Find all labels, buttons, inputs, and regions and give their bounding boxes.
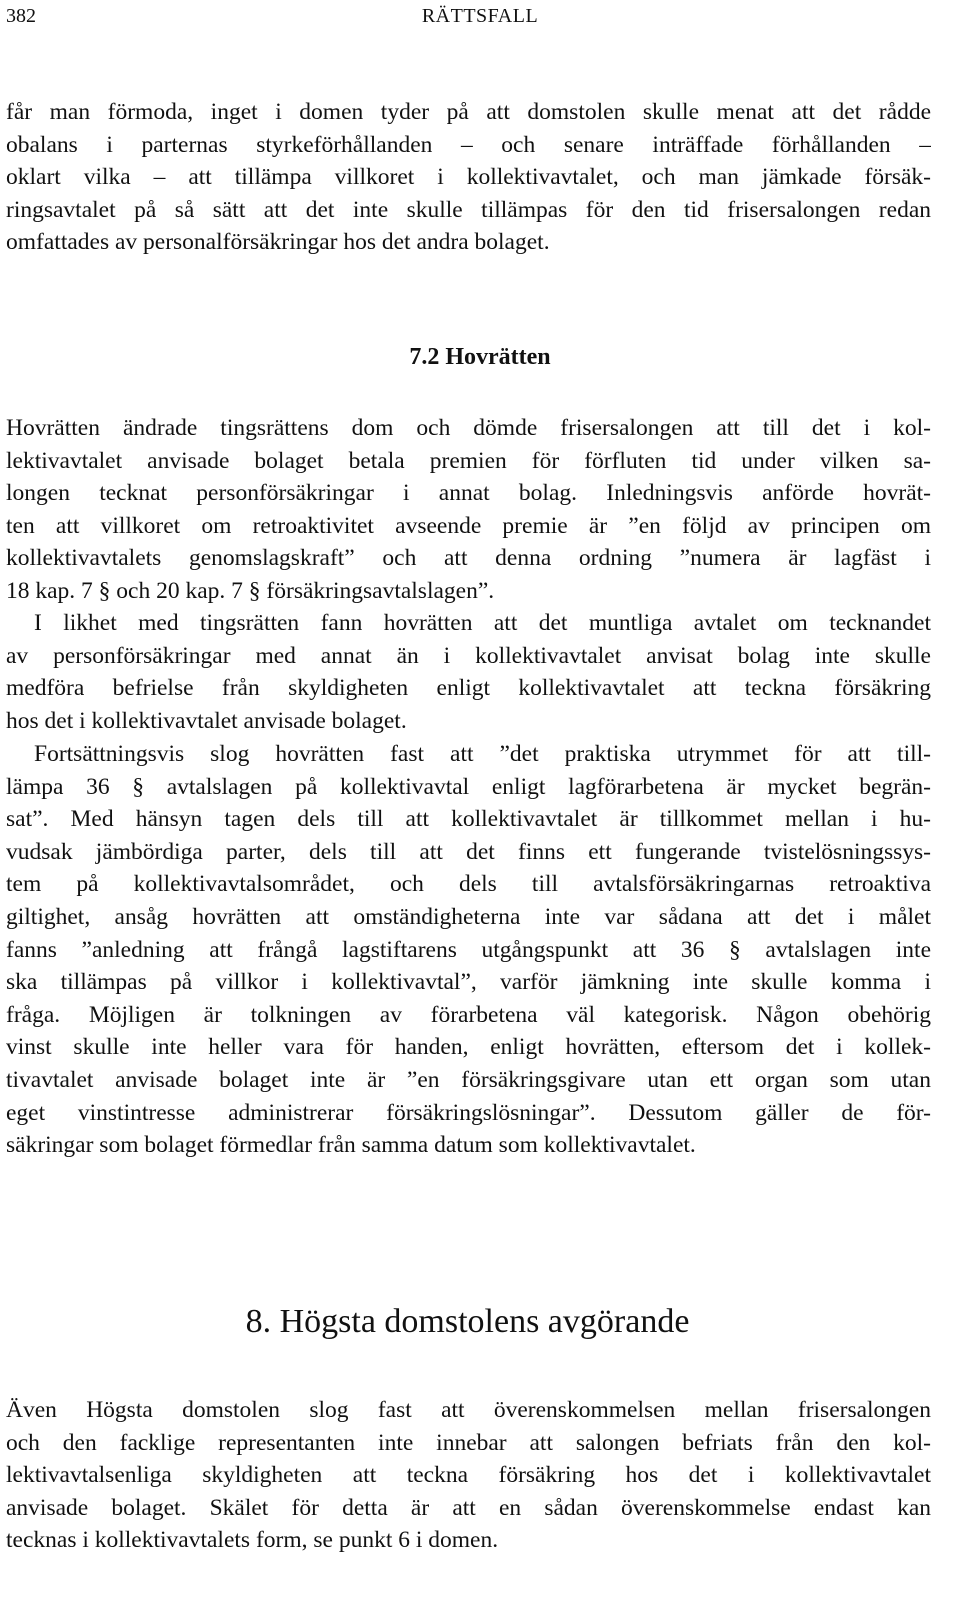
text-line: vudsak jämbördiga parter, dels till att det finns ett fungerande tvistelösningssys- — [6, 838, 931, 865]
paragraph-hovratten-3 — [6, 738, 931, 1162]
text-line: longen tecknat personförsäkringar i annat bolag. Inledningsvis anförde hovrät- — [6, 480, 931, 507]
text-line: ringsavtalet på så sätt att det inte skulle tillämpas för den tid frisersalongen redan — [6, 196, 931, 223]
text-line: 18 kap. 7 § och 20 kap. 7 § försäkringsavtalslagen”. — [6, 577, 495, 604]
text-line: anvisade bolaget. Skälet för detta är att en sådan överenskommelse endast kan — [6, 1494, 931, 1521]
subheading-hovratten: 7.2 Hovrätten — [409, 344, 551, 370]
text-line: giltighet, ansåg hovrätten att omständigheterna inte var sådana att det i målet — [6, 903, 931, 930]
text-line: lektivavtalet anvisade bolaget betala premien för förfluten tid under vilken sa- — [6, 447, 931, 474]
text-line: säkringar som bolaget förmedlar från samma datum som kollektivavtalet. — [6, 1132, 696, 1159]
paragraph-hovratten-2 — [6, 607, 931, 737]
text-line: vinst skulle inte heller vara för handen, enligt hovrätten, eftersom det i kollek- — [6, 1034, 931, 1061]
running-title: RÄTTSFALL — [421, 5, 539, 27]
text-line: fanns ”anledning att frångå lagstiftarens utgångspunkt att 36 § avtalslagen inte — [6, 936, 931, 963]
text-line: I likhet med tingsrätten fann hovrätten att det muntliga avtalet om tecknandet — [34, 610, 931, 636]
page-number: 382 — [6, 5, 36, 27]
text-line: av personförsäkringar med annat än i kollektivavtalet anvisat bolag inte skulle — [6, 642, 931, 669]
text-line: tem på kollektivavtalsområdet, och dels till avtalsförsäkringarnas retroaktiva — [6, 871, 931, 898]
text-line: får man förmoda, inget i domen tyder på att domstolen skulle menat att det rådde — [6, 99, 931, 125]
text-line: tivavtalet anvisade bolaget inte är ”en försäkringsgivare utan ett organ som utan — [6, 1066, 931, 1093]
text-line: obalans i parternas styrkeförhållanden – och senare inträffade förhållanden – — [6, 131, 931, 158]
text-line: lektivavtalsenliga skyldigheten att teckna försäkring hos det i kollektivavtalet — [6, 1462, 931, 1489]
text-line: omfattades av personalförsäkringar hos det andra bolaget. — [6, 229, 550, 256]
paragraph-hovratten-1 — [6, 412, 931, 608]
text-line: Hovrätten ändrade tingsrättens dom och dömde frisersalongen att till det i kol- — [6, 415, 931, 441]
paragraph-intro — [6, 96, 931, 259]
paragraph-hogsta-domstolen — [6, 1394, 931, 1557]
text-line: medföra befrielse från skyldigheten enligt kollektivavtalet att teckna försäkring — [6, 675, 931, 702]
text-line: fråga. Möjligen är tolkningen av förarbetena väl kategorisk. Någon obehörig — [6, 1001, 931, 1028]
text-line: eget vinstintresse administrerar försäkringslösningar”. Dessutom gäller de för- — [6, 1099, 931, 1126]
text-line: Fortsättningsvis slog hovrätten fast att ”det praktiska utrymmet för att till- — [34, 741, 931, 767]
text-line: tecknas i kollektivavtalets form, se punkt 6 i domen. — [6, 1527, 499, 1554]
text-line: hos det i kollektivavtalet anvisade bolaget. — [6, 707, 407, 734]
section-heading-hogsta-domstolen: 8. Högsta domstolens avgörande — [245, 1303, 690, 1340]
text-line: och den facklige representanten inte innebar att salongen befriats från den kol- — [6, 1429, 931, 1456]
text-line: kollektivavtalets genomslagskraft” och att denna ordning ”numera är lagfäst i — [6, 545, 931, 572]
text-line: Även Högsta domstolen slog fast att överenskommelsen mellan frisersalongen — [6, 1397, 931, 1423]
text-line: lämpa 36 § avtalslagen på kollektivavtal enligt lagförarbetena är mycket begrän- — [6, 773, 931, 800]
text-line: sat”. Med hänsyn tagen dels till att kollektivavtalet är tillkommet mellan i hu- — [6, 806, 931, 833]
running-head — [0, 4, 960, 28]
text-line: ska tillämpas på villkor i kollektivavtal”, varför jämkning inte skulle komma i — [6, 969, 931, 996]
text-line: ten att villkoret om retroaktivitet avseende premie är ”en följd av principen om — [6, 512, 931, 539]
text-line: oklart vilka – att tillämpa villkoret i kollektivavtalet, och man jämkade försäk- — [6, 164, 931, 191]
